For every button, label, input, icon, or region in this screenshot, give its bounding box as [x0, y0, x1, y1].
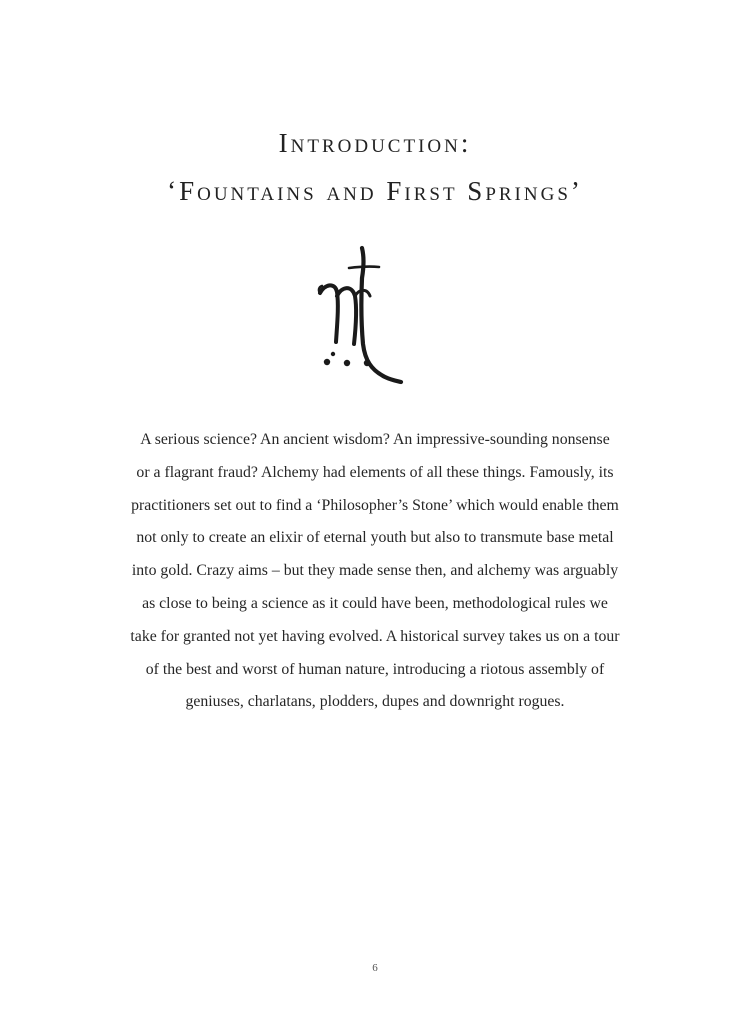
paragraph-line: A serious science? An ancient wisdom? An impressive-sounding nonsense	[140, 431, 610, 448]
intro-paragraph	[100, 426, 650, 721]
paragraph-line: geniuses, charlatans, plodders, dupes and downright rogues.	[185, 693, 565, 711]
paragraph-line: into gold. Crazy aims – but they made sense then, and alchemy was arguably	[131, 562, 619, 580]
chapter-title-line-2: ‘Fountains and First Springs’	[167, 176, 583, 206]
paragraph-line: of the best and worst of human nature, introducing a riotous assembly of	[145, 660, 605, 678]
paragraph-line: take for granted not yet having evolved. A historical survey takes us on a tour	[130, 627, 620, 645]
paragraph-line: or a flagrant fraud? Alchemy had elements of all these things. Famously, its	[136, 463, 614, 481]
alchemical-symbol-icon	[315, 244, 407, 386]
paragraph-line: not only to create an elixir of eternal youth but also to transmute base metal	[136, 529, 614, 547]
paragraph-line: practitioners set out to find a ‘Philosopher’s Stone’ which would enable them	[131, 496, 619, 514]
paragraph-line: as close to being a science as it could have been, methodological rules we	[142, 594, 608, 612]
chapter-title-line-1: Introduction:	[278, 128, 472, 158]
page-number: 6	[372, 962, 378, 974]
